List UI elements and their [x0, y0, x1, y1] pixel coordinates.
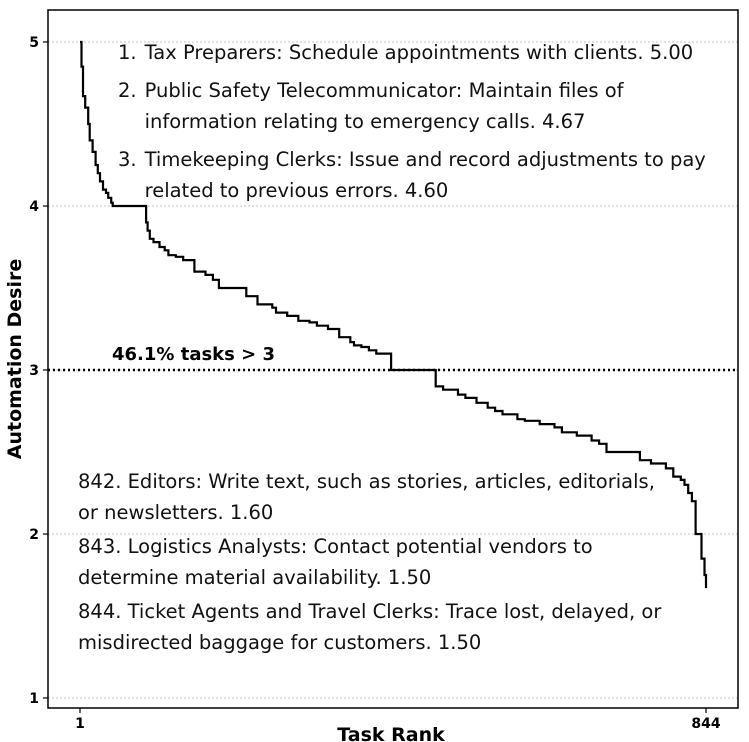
threshold-label: 46.1% tasks > 3: [112, 344, 276, 365]
y-tick-label: 1: [29, 691, 39, 707]
y-tick-label: 2: [29, 527, 39, 543]
top-tasks-annotation: [118, 37, 738, 213]
x-axis-label: Task Rank: [337, 724, 445, 742]
bottom-task-item: 844. Ticket Agents and Travel Clerks: Trace lost, delayed, or misdirected baggage for customers. 1.50: [78, 600, 662, 654]
y-axis-label: Automation Desire: [4, 258, 26, 460]
bottom-task-item: 843. Logistics Analysts: Contact potential vendors to determine material availability. 1.50: [78, 535, 593, 589]
x-tick-label: 844: [691, 716, 721, 732]
top-task-item: 1. Tax Preparers: Schedule appointments with clients. 5.00: [118, 41, 694, 64]
x-tick-label: 1: [75, 716, 85, 732]
y-tick-label: 3: [29, 363, 39, 379]
top-task-item: 2. Public Safety Telecommunicator: Maintain files of information relating to emergency calls. 4.67: [118, 79, 624, 133]
top-task-item: 3. Timekeeping Clerks: Issue and record adjustments to pay related to previous errors. 4.60: [118, 148, 706, 202]
y-axis-ticks: [29, 35, 48, 707]
bottom-tasks-annotation: [78, 466, 678, 661]
y-tick-label: 4: [29, 199, 39, 215]
bottom-task-item: 842. Editors: Write text, such as stories, articles, editorials, or newsletters. 1.60: [78, 470, 655, 524]
y-tick-label: 5: [29, 35, 39, 51]
